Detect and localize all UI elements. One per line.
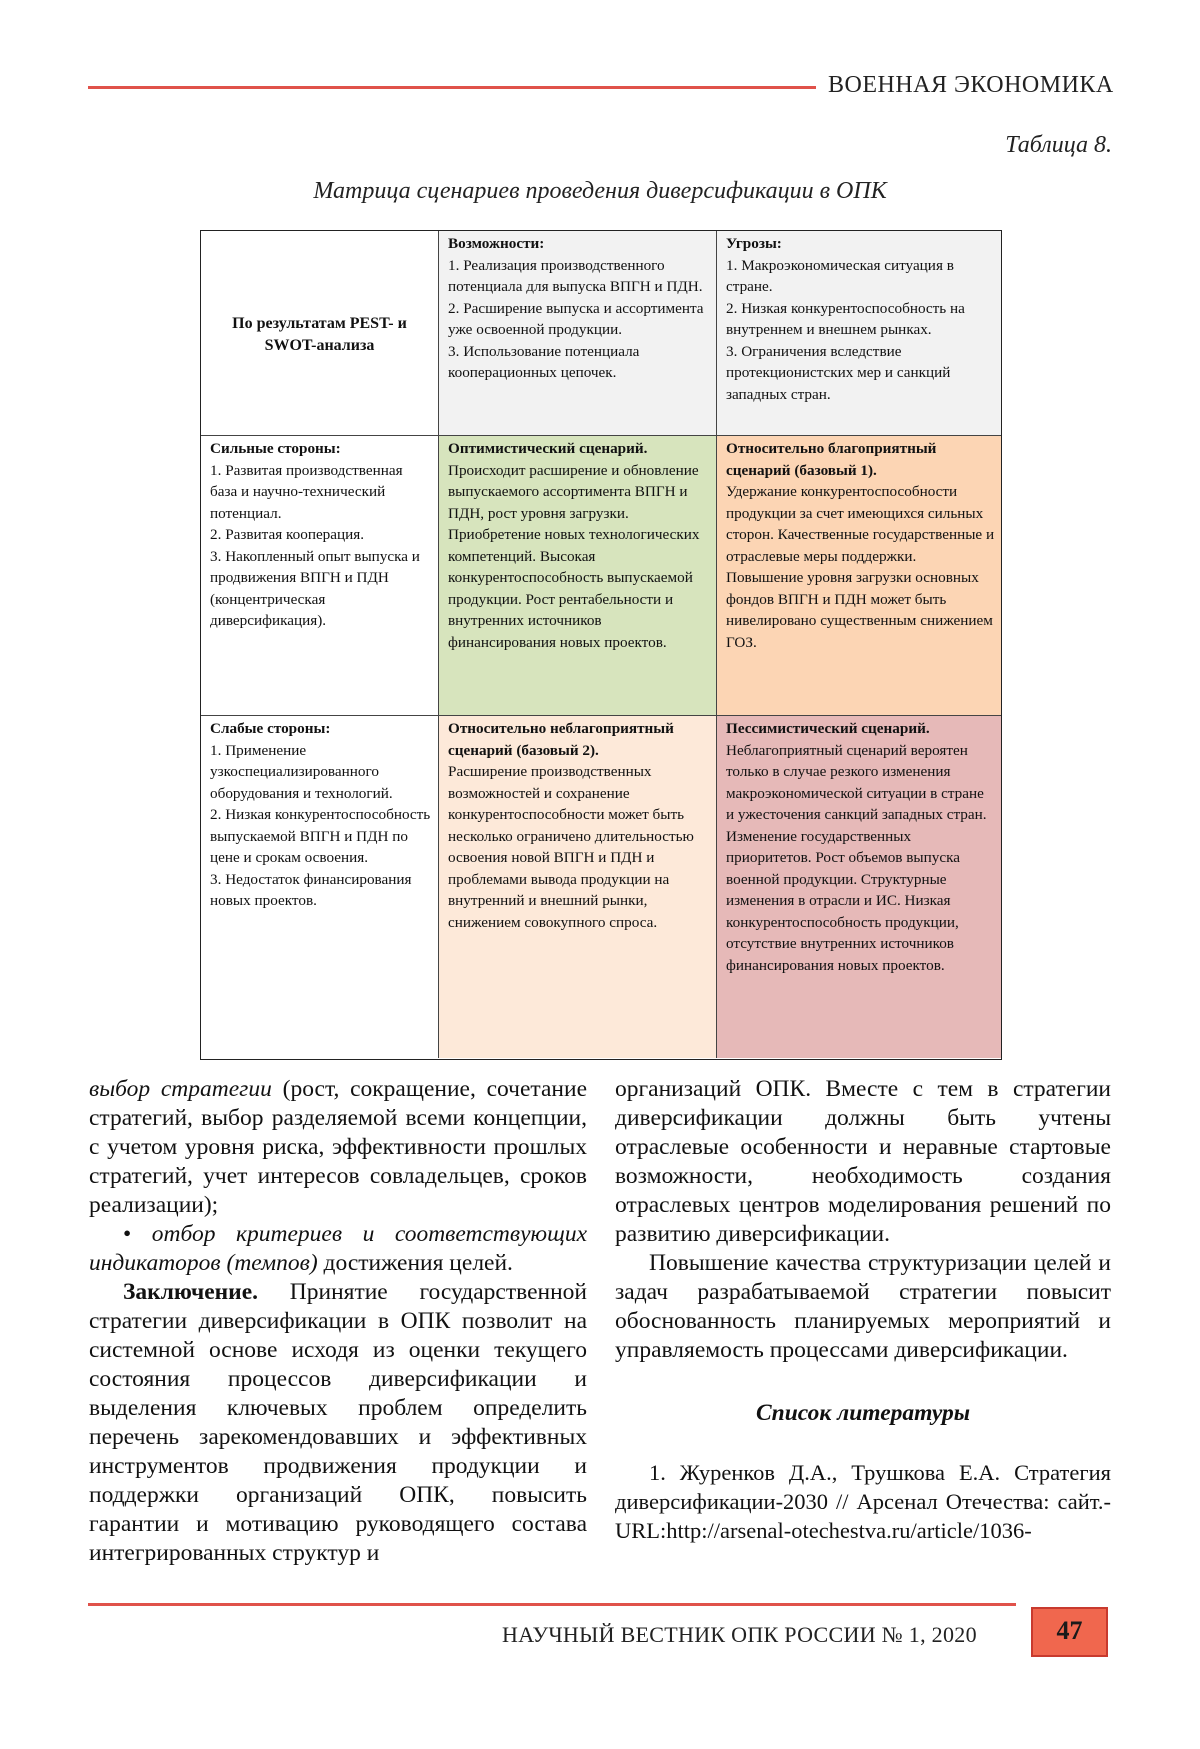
opportunities-item: 2. Расширение выпуска и ассортимента уже освоенной продукции. xyxy=(448,299,704,338)
weaknesses-cell xyxy=(201,716,439,1058)
table-label: Таблица 8. xyxy=(1005,132,1112,158)
scenario-matrix-table xyxy=(200,230,1002,1060)
body-column-left xyxy=(89,1075,587,1568)
optimistic-scenario-cell xyxy=(439,436,717,716)
optimistic-scenario-text: Происходит расширение и обновление выпускаемого ассортимента ВПГН и ПДН, рост уровня загрузки. Приобретение новых технологических компетенций. Высокая конкурентоспособность выпускаемой продукции. Рост рентабельности и внутренних источников финансирования новых проектов. xyxy=(448,461,700,651)
strengths-cell xyxy=(201,436,439,716)
paragraph-text: (рост, сокращение, сочетание стратегий, выбор разделяемой всеми концепции, с учетом уровня риска, эффективности прошлых стратегий, учет интересов совладельцев, сроков реализации); xyxy=(89,1076,587,1218)
base2-scenario-cell xyxy=(439,716,717,1058)
strengths-item: 1. Развитая производственная база и научно-технический потенциал. xyxy=(210,461,403,522)
page-number: 47 xyxy=(1056,1616,1083,1645)
running-footer: НАУЧНЫЙ ВЕСТНИК ОПК РОССИИ № 1, 2020 xyxy=(502,1622,977,1647)
opportunities-cell xyxy=(439,231,717,436)
weaknesses-item: 1. Применение узкоспециализированного оборудования и технологий. xyxy=(210,741,393,802)
bullet-marker: • xyxy=(123,1221,152,1247)
base1-scenario-text: Удержание конкурентоспособности продукции за счет имеющихся сильных сторон. Качественные государственные и отраслевые меры поддержки. Повышение уровня загрузки основных фондов ВПГН и ПДН может быть нивелировано существенным снижением ГОЗ. xyxy=(726,483,995,651)
matrix-corner-cell xyxy=(201,231,439,436)
strengths-item: 3. Накопленный опыт выпуска и продвижения ВПГН и ПДН (концентрическая диверсификация). xyxy=(210,547,420,629)
bullet-paragraph xyxy=(89,1220,587,1278)
references-heading: Список литературы xyxy=(755,1400,971,1426)
pessimistic-scenario-text: Неблагоприятный сценарий вероятен только в случае резкого изменения макроэкономической ситуации в стране и ужесточения санкций западных стран. Изменение государственных приоритетов. Рост объемов выпуска военной продукции. Структурные изменения в отрасли и ИС. Низкая конкурентоспособность продукции, отсутствие внутренних источников финансирования новых проектов. xyxy=(726,741,987,974)
pessimistic-scenario-cell xyxy=(717,716,1001,1058)
opportunities-title: Возможности: xyxy=(448,235,545,252)
footer-rule xyxy=(88,1603,1016,1606)
base1-scenario-title: Относительно благоприятный сценарий (базовый 1). xyxy=(726,440,937,479)
threats-item: 1. Макроэкономическая ситуация в стране. xyxy=(726,256,954,295)
page-number-badge xyxy=(1031,1607,1108,1657)
base2-scenario-title: Относительно неблагоприятный сценарий (базовый 2). xyxy=(448,720,674,759)
base2-scenario-text: Расширение производственных возможностей и сохранение конкурентоспособности может быть несколько ограничено длительностью освоения новой ВПГН и ПДН и проблемами вывода продукции на внутренний и внешний рынки, снижением совокупного спроса. xyxy=(448,763,694,931)
italic-term: отбор критериев и соответствующих индикаторов (темпов) xyxy=(89,1221,587,1276)
matrix-corner-text: По результатам PEST- и SWOT-анализа xyxy=(232,315,407,354)
header-rule xyxy=(88,86,816,89)
threats-cell xyxy=(717,231,1001,436)
strengths-title: Сильные стороны: xyxy=(210,440,341,457)
running-header: ВОЕННАЯ ЭКОНОМИКА xyxy=(828,72,1114,98)
paragraph-text: достижения целей. xyxy=(317,1250,513,1276)
threats-title: Угрозы: xyxy=(726,235,782,252)
paragraph-text: Принятие государственной стратегии диверсификации в ОПК позволит на системной основе исходя из оценки текущего состояния процессов диверсификации и выделения ключевых проблем определить перечень зарекомендовавших и эффективных инструментов продвижения продукции и поддержки организаций ОПК, повысить гарантии и мотивацию руководящего состава интегрированных структур и xyxy=(89,1279,587,1566)
weaknesses-item: 2. Низкая конкурентоспособность выпускаемой ВПГН и ПДН по цене и срокам освоения. xyxy=(210,806,431,866)
conclusion-paragraph xyxy=(89,1278,587,1568)
paragraph xyxy=(89,1075,587,1220)
weaknesses-title: Слабые стороны: xyxy=(210,720,331,737)
opportunities-item: 1. Реализация производственного потенциала для выпуска ВПГН и ПДН. xyxy=(448,256,703,295)
base1-scenario-cell xyxy=(717,436,1001,716)
conclusion-heading: Заключение. xyxy=(123,1279,259,1305)
optimistic-scenario-title: Оптимистический сценарий. xyxy=(448,440,648,457)
pessimistic-scenario-title: Пессимистический сценарий. xyxy=(726,720,930,737)
threats-item: 3. Ограничения вследствие протекционистских мер и санкций западных стран. xyxy=(726,342,951,403)
paragraph: организаций ОПК. Вместе с тем в стратегии диверсификации должны быть учтены отраслевые особенности и неравные стартовые возможности, необходимость создания отраслевых центров моделирования решений по развитию диверсификации. xyxy=(615,1076,1111,1247)
italic-term: выбор стратегии xyxy=(89,1076,272,1102)
body-column-right xyxy=(615,1075,1111,1545)
reference-item: 1. Журенков Д.А., Трушкова Е.А. Стратегия диверсификации-2030 // Арсенал Отечества: сайт.-URL:http://arsenal-otechestva.ru/article/1036- xyxy=(615,1460,1111,1543)
weaknesses-item: 3. Недостаток финансирования новых проектов. xyxy=(210,870,412,909)
paragraph: Повышение качества структуризации целей и задач разрабатываемой стратегии повысит обоснованность планируемых мероприятий и управляемость процессами диверсификации. xyxy=(615,1250,1111,1363)
threats-item: 2. Низкая конкурентоспособность на внутреннем и внешнем рынках. xyxy=(726,299,965,338)
strengths-item: 2. Развитая кооперация. xyxy=(210,526,365,543)
table-caption: Матрица сценариев проведения диверсификации в ОПК xyxy=(313,178,887,204)
opportunities-item: 3. Использование потенциала кооперационных цепочек. xyxy=(448,342,640,381)
